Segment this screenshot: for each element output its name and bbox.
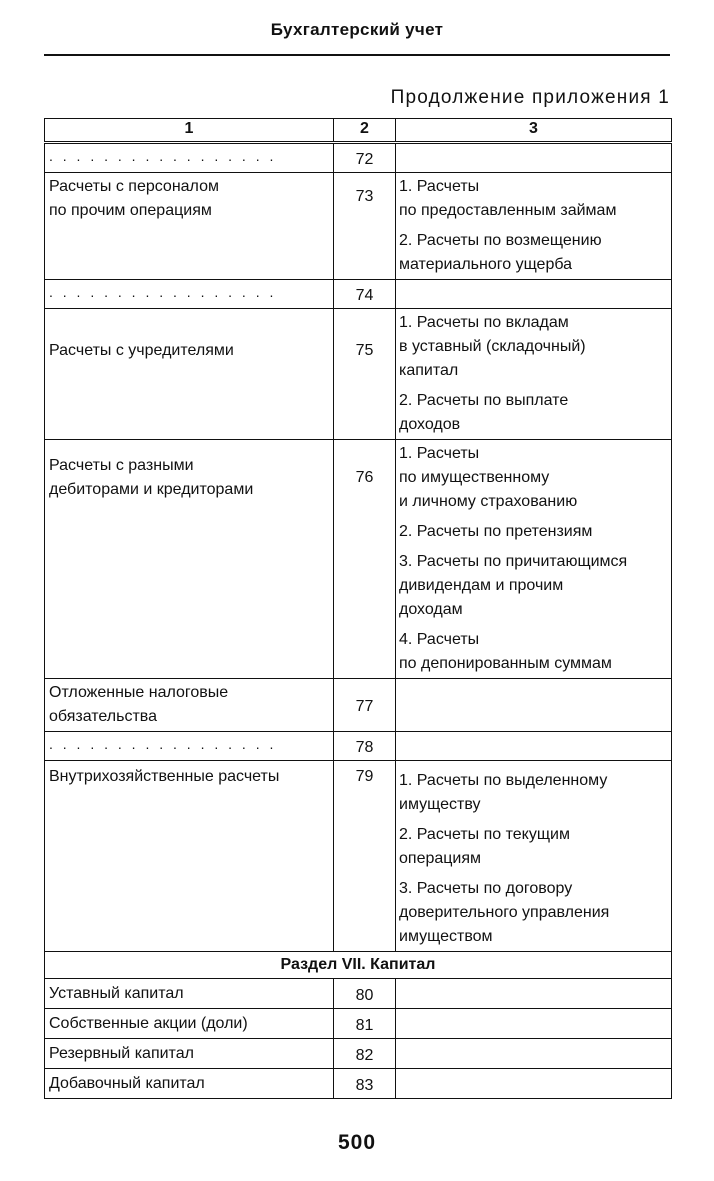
section-title: Раздел VII. Капитал [45, 952, 672, 979]
empty-cell [396, 280, 672, 309]
running-title: Бухгалтерский учет [270, 20, 444, 39]
subaccounts-cell [396, 173, 672, 280]
subaccount-line: доверительного управления [399, 904, 610, 921]
table-header-row [45, 119, 672, 143]
account-number: 80 [334, 979, 396, 1009]
account-name-line: Расчеты с учредителями [49, 342, 234, 359]
subaccount-line: дивидендам и прочим [399, 577, 564, 594]
subaccount [399, 311, 668, 383]
account-number: 74 [334, 280, 396, 309]
continuation-label: Продолжение приложения 1 [390, 87, 670, 108]
empty-cell [396, 1039, 672, 1069]
subaccount-line: имуществу [399, 796, 481, 813]
subaccount-line: 4. Расчеты [399, 631, 480, 648]
subaccount [399, 442, 668, 514]
subaccount-line: в уставный (складочный) [399, 338, 586, 355]
account-number: 75 [334, 309, 396, 440]
subaccount [399, 175, 668, 223]
account-name: Добавочный капитал [45, 1069, 334, 1099]
subaccount [399, 550, 668, 622]
subaccount-line: 1. Расчеты [399, 178, 480, 195]
account-name [45, 309, 334, 440]
subaccount-line: 3. Расчеты по причитающимся [399, 553, 628, 570]
subaccount-line: операциям [399, 850, 482, 867]
ellipsis-cell: . . . . . . . . . . . . . . . . . [45, 143, 334, 173]
section-heading-row [45, 952, 672, 979]
empty-cell [396, 1069, 672, 1099]
account-name-line: дебиторами и кредиторами [49, 481, 254, 498]
account-number: 79 [334, 761, 396, 952]
table-row [45, 979, 672, 1009]
account-name-line: Расчеты с персоналом [49, 178, 219, 195]
account-name: Резервный капитал [45, 1039, 334, 1069]
subaccount-line: и личному страхованию [399, 493, 578, 510]
account-name: Собственные акции (доли) [45, 1009, 334, 1039]
empty-cell [396, 143, 672, 173]
account-number: 73 [334, 173, 396, 280]
subaccounts-cell [396, 309, 672, 440]
subaccount [399, 628, 668, 676]
subaccount-line: по предоставленным займам [399, 202, 617, 219]
table-row [45, 679, 672, 732]
table-row [45, 280, 672, 309]
account-number: 72 [334, 143, 396, 173]
subaccount-line: по имущественному [399, 469, 550, 486]
subaccount-line: 1. Расчеты [399, 445, 480, 462]
column-header: 1 [45, 119, 334, 143]
account-number: 77 [334, 679, 396, 732]
subaccount-line: материального ущерба [399, 256, 573, 273]
account-name-line: по прочим операциям [49, 202, 212, 219]
empty-cell [396, 732, 672, 761]
account-number: 76 [334, 440, 396, 679]
empty-cell [396, 679, 672, 732]
subaccounts-cell [396, 440, 672, 679]
table-row [45, 1009, 672, 1039]
table-row [45, 1069, 672, 1099]
table-row [45, 440, 672, 679]
account-number: 83 [334, 1069, 396, 1099]
subaccount-line: 2. Расчеты по выплате [399, 392, 569, 409]
table-row [45, 309, 672, 440]
subaccount-line: по депонированным суммам [399, 655, 612, 672]
table-row [45, 761, 672, 952]
subaccount-line: 2. Расчеты по претензиям [399, 523, 593, 540]
column-header: 2 [334, 119, 396, 143]
account-name-line: Отложенные налоговые [49, 684, 229, 701]
subaccount-line: доходам [399, 601, 463, 618]
subaccount [399, 229, 668, 277]
subaccount-line: 1. Расчеты по выделенному [399, 772, 608, 789]
column-header: 3 [396, 119, 672, 143]
subaccount-line: имуществом [399, 928, 493, 945]
table-row [45, 1039, 672, 1069]
table-row [45, 173, 672, 280]
ellipsis-cell: . . . . . . . . . . . . . . . . . [45, 280, 334, 309]
account-name-line: Расчеты с разными [49, 457, 194, 474]
subaccount [399, 823, 668, 871]
account-number: 82 [334, 1039, 396, 1069]
subaccount-line: 2. Расчеты по текущим [399, 826, 570, 843]
account-name: Уставный капитал [45, 979, 334, 1009]
empty-cell [396, 1009, 672, 1039]
account-number: 81 [334, 1009, 396, 1039]
subaccount-line: доходов [399, 416, 461, 433]
account-name [45, 440, 334, 679]
account-name [45, 173, 334, 280]
account-number: 78 [334, 732, 396, 761]
header-rule [44, 54, 670, 56]
subaccounts-cell [396, 761, 672, 952]
account-name-line: Внутрихозяйственные расчеты [49, 768, 280, 785]
page-number: 500 [337, 1131, 377, 1154]
account-name-line: обязательства [49, 708, 157, 725]
account-name [45, 761, 334, 952]
subaccount-line: 1. Расчеты по вкладам [399, 314, 569, 331]
account-name [45, 679, 334, 732]
table-row [45, 732, 672, 761]
ellipsis-cell: . . . . . . . . . . . . . . . . . [45, 732, 334, 761]
subaccount [399, 389, 668, 437]
empty-cell [396, 979, 672, 1009]
accounts-table [44, 118, 672, 1099]
subaccount [399, 769, 668, 817]
subaccount-line: 2. Расчеты по возмещению [399, 232, 602, 249]
subaccount [399, 520, 668, 544]
table-row [45, 143, 672, 173]
subaccount [399, 877, 668, 949]
subaccount-line: капитал [399, 362, 459, 379]
subaccount-line: 3. Расчеты по договору [399, 880, 573, 897]
